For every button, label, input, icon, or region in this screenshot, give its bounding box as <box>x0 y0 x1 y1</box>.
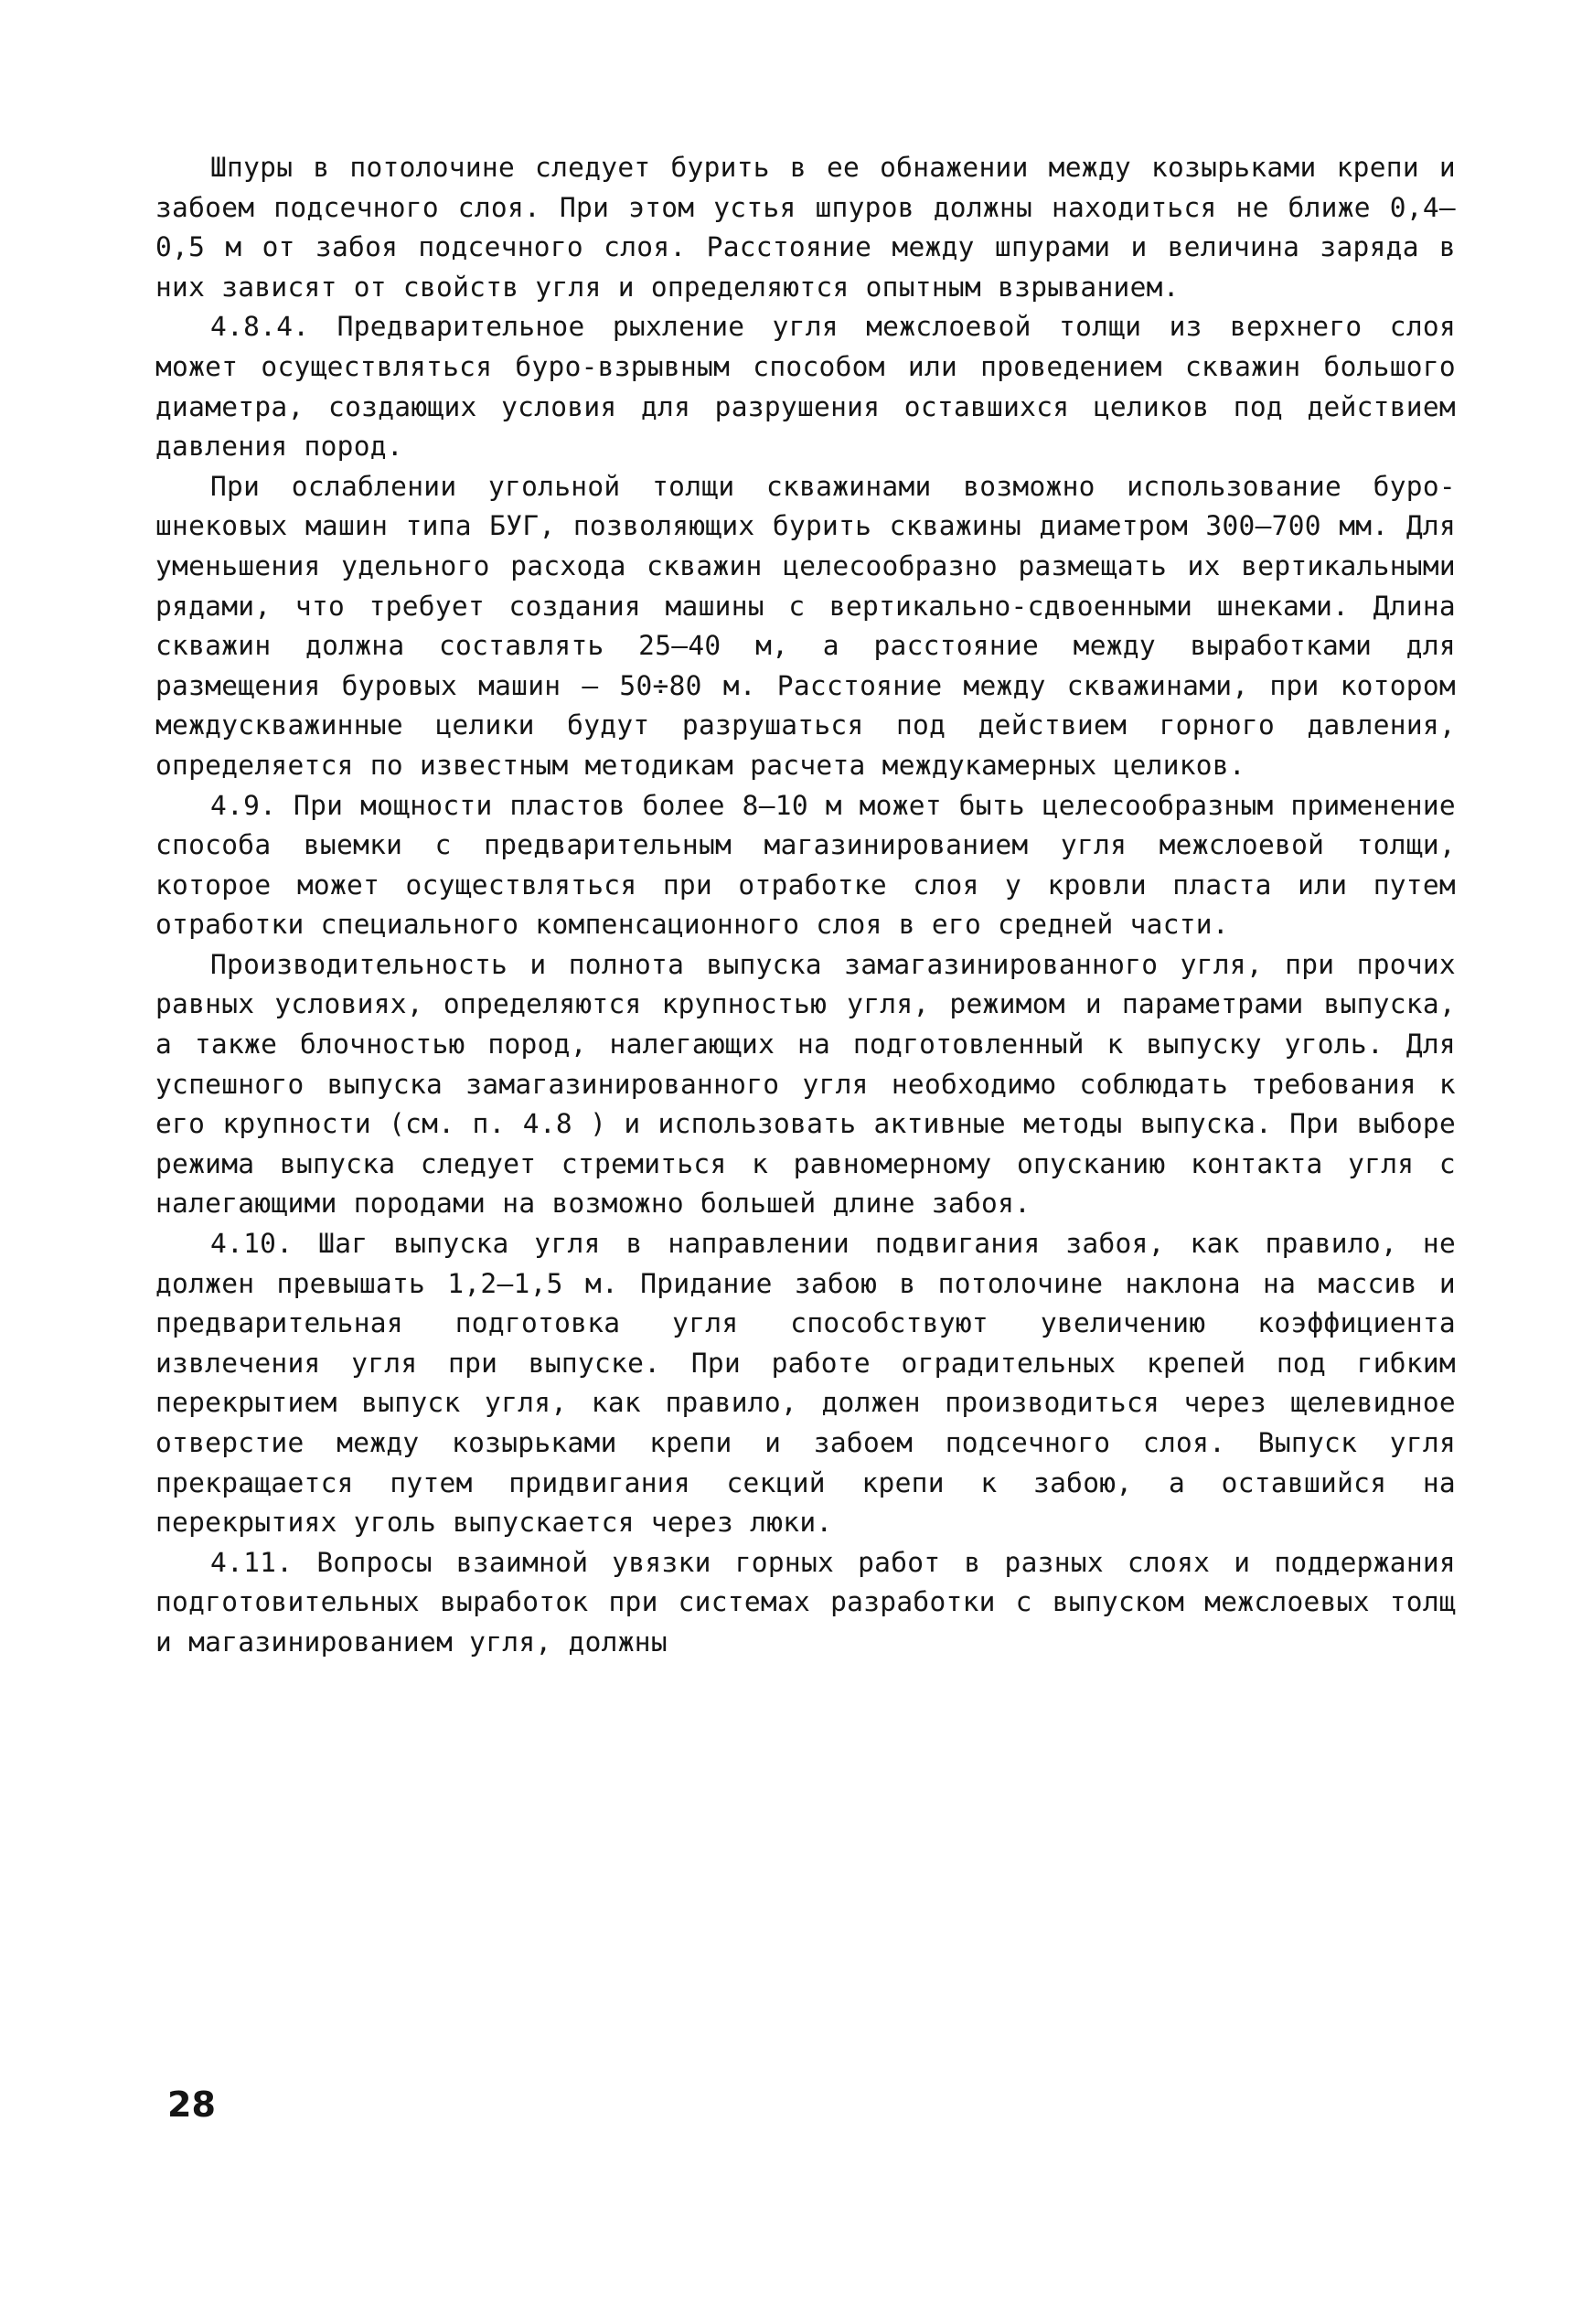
paragraph-4-8-4: 4.8.4. Предварительное рыхление угля межслоевой толщи из верхнего слоя может осуществляться буро-взрывным способом или проведением скважин большого диаметра, создающих условия для разрушения оставшихся целиков под действием давления пород. <box>155 311 1456 463</box>
paragraph-blasting-holes: Шпуры в потолочине следует бурить в ее обнажении между козырьками крепи и забоем подсечного слоя. При этом устья шпуров должны находиться не ближе 0,4–0,5 м от забоя подсечного слоя. Расстояние между шпурами и величина заряда в них зависят от свойств угля и определяются опытным взрыванием. <box>155 152 1456 303</box>
paragraph-release-productivity: Производительность и полнота выпуска замагазинированного угля, при прочих равных условиях, определяются крупностью угля, режимом и параметрами выпуска, а также блочностью пород, налегающих на подготовленный к выпуску уголь. Для успешного выпуска замагазинированного угля необходимо соблюдать требования к его крупности (см. п. 4.8 ) и использовать активные методы выпуска. При выборе режима выпуска следует стремиться к равномерному опусканию контакта угля с налегающими породами на возможно большей длине забоя. <box>155 948 1456 1220</box>
paragraph-4-11: 4.11. Вопросы взаимной увязки горных работ в разных слоях и поддержания подготовительных выработок при системах разработки с выпуском межслоевых толщ и магазинированием угля, должны <box>155 1546 1456 1658</box>
paragraph-4-9: 4.9. При мощности пластов более 8–10 м может быть целесообразным применение способа выемки с предварительным магазинированием угля межслоевой толщи, которое может осуществляться при отработке слоя у кровли пласта или путем отработки специального компенсационного слоя в его средней части. <box>155 789 1456 941</box>
paragraph-borehole-weakening: При ослаблении угольной толщи скважинами возможно использование буро-шнековых машин типа БУГ, позволяющих бурить скважины диаметром 300–700 мм. Для уменьшения удельного расхода скважин целесообразно размещать их вертикальными рядами, что требует создания машины с вертикально-сдвоенными шнеками. Длина скважин должна составлять 25–40 м, а расстояние между выработками для размещения буровых машин – 50÷80 м. Расстояние между скважинами, при котором междускважинные целики будут разрушаться под действием горного давления, определяется по известным методикам расчета междукамерных целиков. <box>155 470 1456 781</box>
page-number: 28 <box>167 2084 216 2125</box>
paragraph-4-10: 4.10. Шаг выпуска угля в направлении подвигания забоя, как правило, не должен превышать 1,2–1,5 м. Придание забою в потолочине наклона на массив и предварительная подготовка угля способствуют увеличению коэффициента извлечения угля при выпуске. При работе оградительных крепей под гибким перекрытием выпуск угля, как правило, должен производиться через щелевидное отверстие между козырьками крепи и забоем подсечного слоя. Выпуск угля прекращается путем придвигания секций крепи к забою, а оставшийся на перекрытиях уголь выпускается через люки. <box>155 1228 1456 1539</box>
body-text <box>155 148 1456 1663</box>
